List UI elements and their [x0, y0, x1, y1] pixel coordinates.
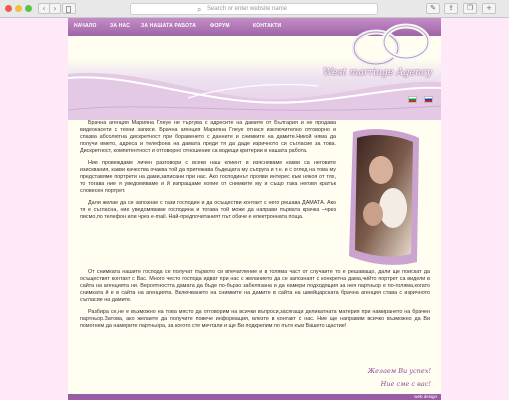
footer-credit[interactable]: web design [414, 394, 437, 399]
sidebar-toggle-button[interactable] [62, 3, 76, 14]
address-bar[interactable] [130, 3, 378, 15]
wish-with-you: Ние сме с вас! [380, 380, 431, 388]
site-footer [68, 394, 441, 400]
site-container [68, 18, 441, 400]
intro-paragraph-2: Ние провеждаме личен разговори с всеки наш клиент и изясняваме какви са неговите изисквания, какви качества очаква той да притежава бъдещата му съпруга и т.н. и с оглед на това му представяме портрети на дами,записани при нас. Ако господинът прояви интерес към някоя от тях, то тогава ние я уведомяваме и й изпращаме копие от снимките му и също така неговя кратък словесен портрет. [80, 160, 336, 194]
search-icon: ⌕ [197, 5, 202, 14]
browser-toolbar [0, 0, 509, 18]
forward-button[interactable]: › [49, 3, 61, 14]
intro-text [80, 120, 336, 226]
zoom-window-button[interactable] [25, 5, 32, 12]
back-button[interactable]: ‹ [38, 3, 50, 14]
main-text [80, 269, 430, 335]
brand-logo-text: West marriage Agency [323, 67, 432, 78]
wedding-rings-image [340, 20, 440, 72]
intro-paragraph-1: Брачна агенция Марияна Глеуе не търгува с адресите на дамите от България и не продава видеокасети с техни записи. Брачна агенция Марияна Глеуе отнася изключително отговорно и спазва абсолютна дискретност при боравенето с данните и снимките на дамите.Никой няма да получи името, адреса и телефона на дамата преди тя да даде изричното си съгласие за това. Дискретност, компетентност и отговорно отношение са водещи критерии в нашата работа. [80, 120, 336, 154]
tabs-icon[interactable]: ❐ [463, 3, 477, 14]
new-tab-icon[interactable]: + [482, 3, 496, 14]
minimize-window-button[interactable] [15, 5, 22, 12]
extension-icon[interactable]: ✎ [426, 3, 440, 14]
body-paragraph-2: Разбира се,не е възможно на това място да отговорим на всички въпроси,засягащи деликатната материя при намирането на брачен партньор.Затова, ако желаете да получите повече информация, влезте в контакт с нас. Ние ще направим всичко възможно да Ви помогнем да намерите партньора, за когото сте мечтали и ще Ви подкрепим по пътя към Вашето щастие! [80, 309, 430, 329]
close-window-button[interactable] [5, 5, 12, 12]
share-icon[interactable]: ⇪ [444, 3, 458, 14]
wish-success: Желаем Ви успех! [367, 367, 431, 375]
site-header [68, 18, 441, 118]
body-paragraph-1: От снимката нашите господа се получат първото си впечатление и в голяма част от случаите то е решаващо, дали ще поискат да осъществят контакт с Вас. Много често господа идват при нас с желанието да се запознаят с конкретна дама,чийто портрет са видели в сайта на агенцията ни. Вероятността дамата да бъде по-бързо забелязана и да намери подходящия за нея партньор е по-голяма,когато снимката й е в сайта на агенцията. Включването на снимките на дамите в сайта на швейцарската брачна агенция става с изричното съгласие на дамите. [80, 269, 430, 303]
web-page [0, 18, 509, 400]
couple-photo [343, 126, 425, 268]
intro-paragraph-3: Дали желае да се запознае с тази господин и да осъществи контакт с него решава ДАМАТА. Ако тя е съгласна, ние уведомяваме господина и тогава той може да направи първата крачка –чрез писмо,по телефон или чрез e-mail. Най-предпочитаният път обаче е електронната поща. [80, 200, 336, 220]
address-placeholder: Search or enter website name [207, 6, 288, 12]
nav-item-our-work[interactable]: ЗА НАШАТА РАБОТА [141, 23, 197, 29]
nav-item-about[interactable]: ЗА НАС [110, 23, 131, 29]
nav-item-contacts[interactable]: КОНТАКТИ [253, 23, 282, 29]
russian-flag-icon[interactable] [424, 96, 433, 103]
nav-item-forum[interactable]: ФОРУМ [210, 23, 230, 29]
nav-item-home[interactable]: НАЧАЛО [74, 23, 97, 29]
bulgarian-flag-icon[interactable] [408, 96, 417, 103]
